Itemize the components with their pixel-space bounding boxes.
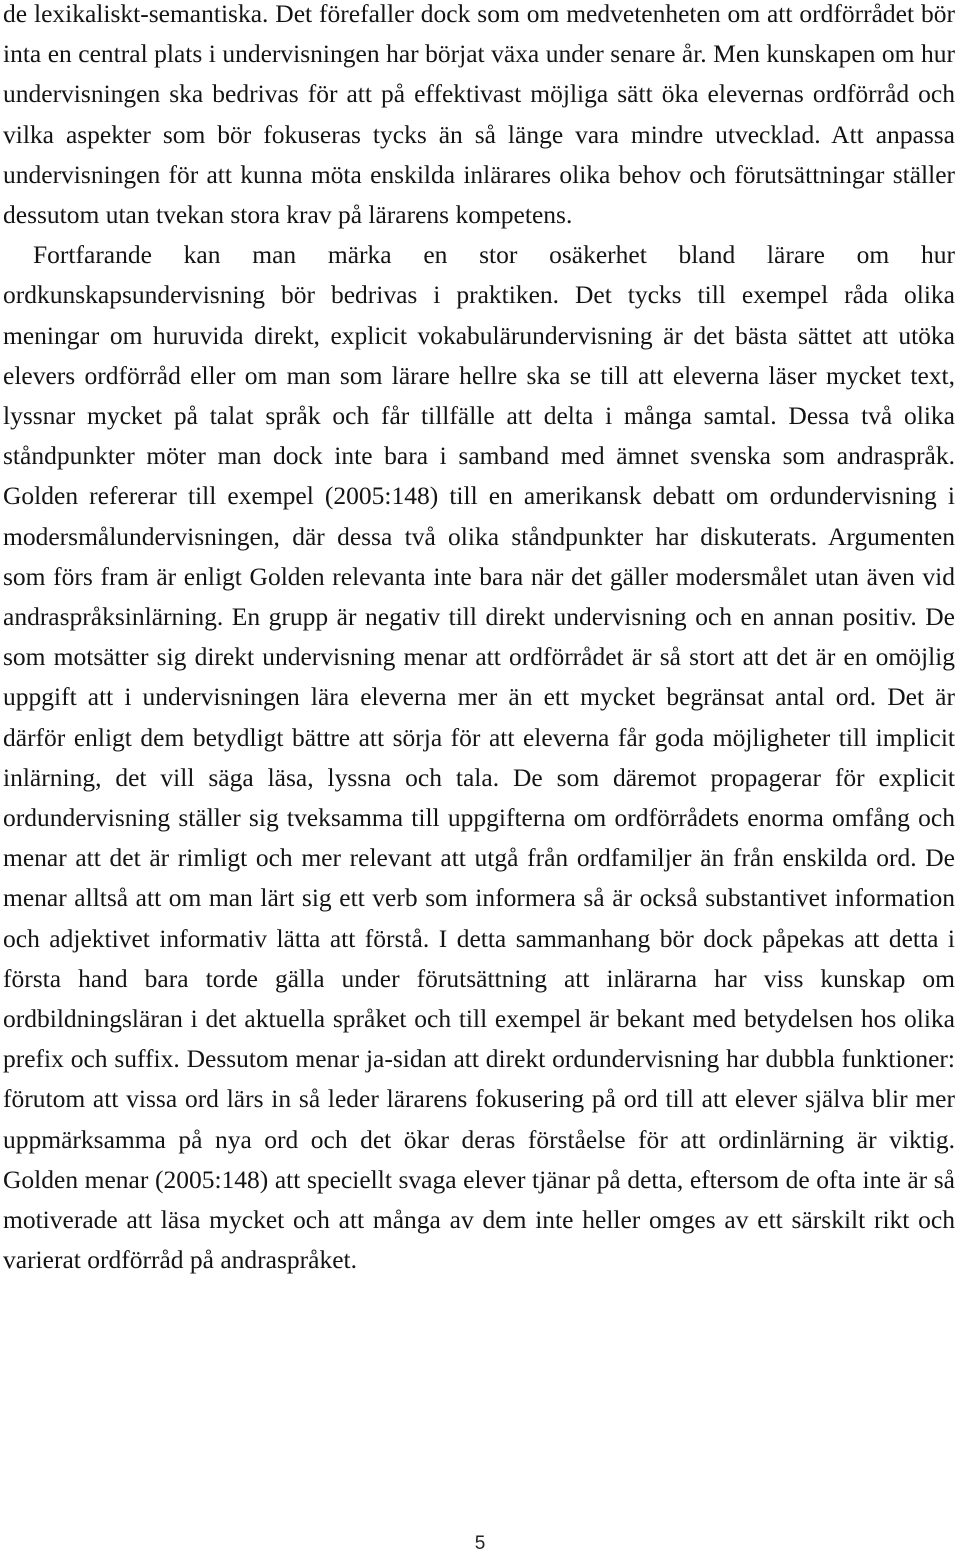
- page-number: 5: [474, 1533, 486, 1554]
- paragraph: de lexikaliskt-semantiska. Det förefaller dock som om medvetenheten om att ordförrådet bör inta en central plats i undervisningen har börjat växa under senare år. Men kunskapen om hur undervisningen ska bedrivas för att på effektivast möjliga sätt öka elevernas ordförråd och vilka aspekter som bör fokuseras tycks än så länge vara mindre utvecklad. Att anpassa undervisningen för att kunna möta enskilda inlärares olika behov och förutsättningar ställer dessutom utan tvekan stora krav på lärarens kompetens.: [3, 0, 955, 230]
- paragraph: Fortfarande kan man märka en stor osäkerhet bland lärare om hur ordkunskapsundervisning bör bedrivas i praktiken. Det tycks till exempel råda olika meningar om huruvida direkt, explicit vokabulärundervisning är det bästa sättet att utöka elevers ordförråd eller om man som lärare hellre ska se till att eleverna läser mycket text, lyssnar mycket på talat språk och får tillfälle att delta i många samtal. Dessa två olika ståndpunkter möter man dock inte bara i samband med ämnet svenska som andraspråk. Golden refererar till exempel (2005:148) till en amerikansk debatt om ordundervisning i modersmålundervisningen, där dessa två olika ståndpunkter har diskuterats. Argumenten som förs fram är enligt Golden relevanta inte bara när det gäller modersmålet utan även vid andraspråksinlärning. En grupp är negativ till direkt undervisning och en annan positiv. De som motsätter sig direkt undervisning menar att ordförrådet är så stort att det är en omöjlig uppgift att i undervisningen lära eleverna mer än ett mycket begränsat antal ord. Det är därför enligt dem betydligt bättre att sörja för att eleverna får goda möjligheter till implicit inlärning, det vill säga läsa, lyssna och tala. De som däremot propagerar för explicit ordundervisning ställer sig tveksamma till uppgifterna om ordförrådets enorma omfång och menar att det är rimligt och mer relevant att utgå från ordfamiljer än från enskilda ord. De menar alltså att om man lärt sig ett verb som informera så är också substantivet information och adjektivet informativ lätta att förstå. I detta sammanhang bör dock påpekas att detta i första hand bara torde gälla under förutsättning att inlärarna har viss kunskap om ordbildningsläran i det aktuella språket och till exempel är bekant med betydelsen hos olika prefix och suffix. Dessutom menar ja-sidan att direkt ordundervisning har dubbla funktioner: förutom att vissa ord lärs in så leder lärarens fokusering på ord till att elever själva blir mer uppmärksamma på nya ord och det ökar deras förståelse för att ordinlärning är viktig. Golden menar (2005:148) att speciellt svaga elever tjänar på detta, eftersom de ofta inte är så motiverade att läsa mycket och att många av dem inte heller omges av ett särskilt rikt och varierat ordförråd på andraspråket.: [3, 240, 955, 1275]
- body-text: [3, 0, 955, 1281]
